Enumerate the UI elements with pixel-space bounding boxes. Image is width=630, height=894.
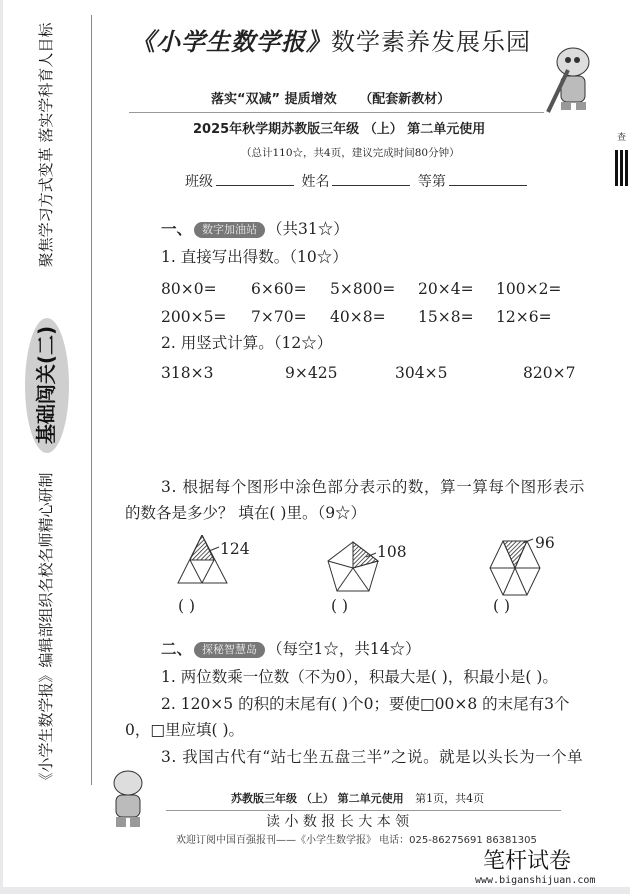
vertical-calc-item: 820×7 (523, 364, 576, 382)
answer-blank[interactable]: ( ) (331, 597, 349, 615)
question-line: 0，□里应填( )。 (125, 721, 245, 739)
brand-logo: 《小学生数学报》 (131, 27, 331, 56)
subtitle-text: 落实“双减” 提质增效 (211, 92, 337, 107)
header-rule (129, 112, 544, 113)
vertical-calc-item: 318×3 (161, 364, 214, 382)
section-score: （共31☆） (267, 220, 349, 238)
section1-heading (161, 220, 349, 239)
footer-motto: 读 小 数 报 长 大 本 领 (266, 814, 410, 830)
question-3: 3. 根据每个图形中涂色部分表示的数，算一算每个图形表示 (161, 478, 586, 496)
question-1: 1. 直接写出得数。（10☆） (161, 248, 348, 266)
student-fields (185, 172, 530, 191)
section-score: （每空1☆，共14☆） (267, 640, 421, 658)
question-line: 1. 两位数乘一位数（不为0），积最大是( )，积最小是( )。 (161, 668, 558, 686)
page-number: 第1页，共4页 (415, 792, 485, 805)
question-line: 3. 我国古代有“站七坐五盘三半”之说。就是以头长为一个单 (161, 748, 584, 766)
calc-item: 15×8= (418, 308, 474, 326)
watermark-url: www.biganshijuan.com (475, 875, 596, 886)
exam-page (3, 0, 630, 887)
subscribe-info: 欢迎订阅中国百强报刊——《小学生数学报》 电话：025-86275691 86381305 (176, 835, 537, 846)
answer-blank[interactable]: ( ) (178, 597, 196, 615)
calc-item: 12×6= (496, 308, 552, 326)
class-label: 班级 (185, 174, 213, 190)
sidebar-slogan: 聚焦学习方式变革 落实学科育人目标 (37, 22, 55, 268)
section-badge: 探秘智慧岛 (194, 642, 265, 657)
header-subtitle (211, 92, 450, 108)
question-line: 2. 120×5 的积的末尾有( )个0；要使□00×8 的末尾有3个 (161, 695, 570, 713)
question-3-cont: 的数各是多少？ 填在( )里。（9☆） (125, 504, 367, 522)
name-label: 姓名 (301, 174, 330, 190)
name-field[interactable] (332, 172, 410, 186)
calc-item: 200×5= (161, 308, 227, 326)
title-text: 数学素养发展乐园 (331, 28, 531, 56)
sidebar-divider (91, 15, 92, 785)
footer-info (231, 792, 484, 805)
calc-item: 5×800= (330, 280, 396, 298)
sidebar-credit: 《小学生数学报》编辑部组织名校名师精心研制 (37, 472, 55, 788)
subtitle-note: （配套新教材） (359, 92, 451, 107)
calc-item: 40×8= (330, 308, 386, 326)
footer-edition: 苏教版三年级 （上） 第二单元使用 (231, 792, 404, 805)
calc-item: 20×4= (418, 280, 474, 298)
calc-item: 7×70= (251, 308, 307, 326)
qr-label: 查 (617, 133, 627, 143)
section-badge: 数字加油站 (194, 222, 265, 237)
hexagon-figure (490, 541, 540, 595)
exam-note: （总计110☆，共4页，建议完成时间80分钟） (241, 147, 460, 159)
pentagon-figure (328, 542, 378, 591)
calc-item: 100×2= (496, 280, 562, 298)
section2-heading (161, 640, 421, 659)
figure-label: 124 (220, 540, 250, 558)
watermark-logo: 笔杆试卷 (483, 849, 572, 874)
grade-field[interactable] (449, 172, 527, 186)
question-2: 2. 用竖式计算。（12☆） (161, 334, 333, 352)
qr-code-icon (615, 150, 630, 186)
calc-item: 80×0= (161, 280, 217, 298)
calc-item: 6×60= (251, 280, 307, 298)
sidebar-badge: 基础闯关(二) (34, 325, 58, 445)
dog-mascot-icon (543, 40, 603, 115)
answer-blank[interactable]: ( ) (493, 597, 511, 615)
footer-rule (166, 810, 561, 811)
vertical-calc-item: 304×5 (395, 364, 448, 382)
header-title (131, 28, 531, 57)
footer-mascot-icon (98, 765, 158, 830)
class-field[interactable] (216, 172, 294, 186)
section-number: 二、 (161, 640, 193, 658)
grade-label: 等第 (417, 174, 446, 190)
figure-label: 108 (377, 543, 407, 561)
figure-label: 96 (535, 534, 555, 552)
section-number: 一、 (161, 220, 193, 238)
vertical-calc-item: 9×425 (285, 364, 338, 382)
exam-info: 2025年秋学期苏教版三年级 （上） 第二单元使用 (193, 122, 486, 137)
